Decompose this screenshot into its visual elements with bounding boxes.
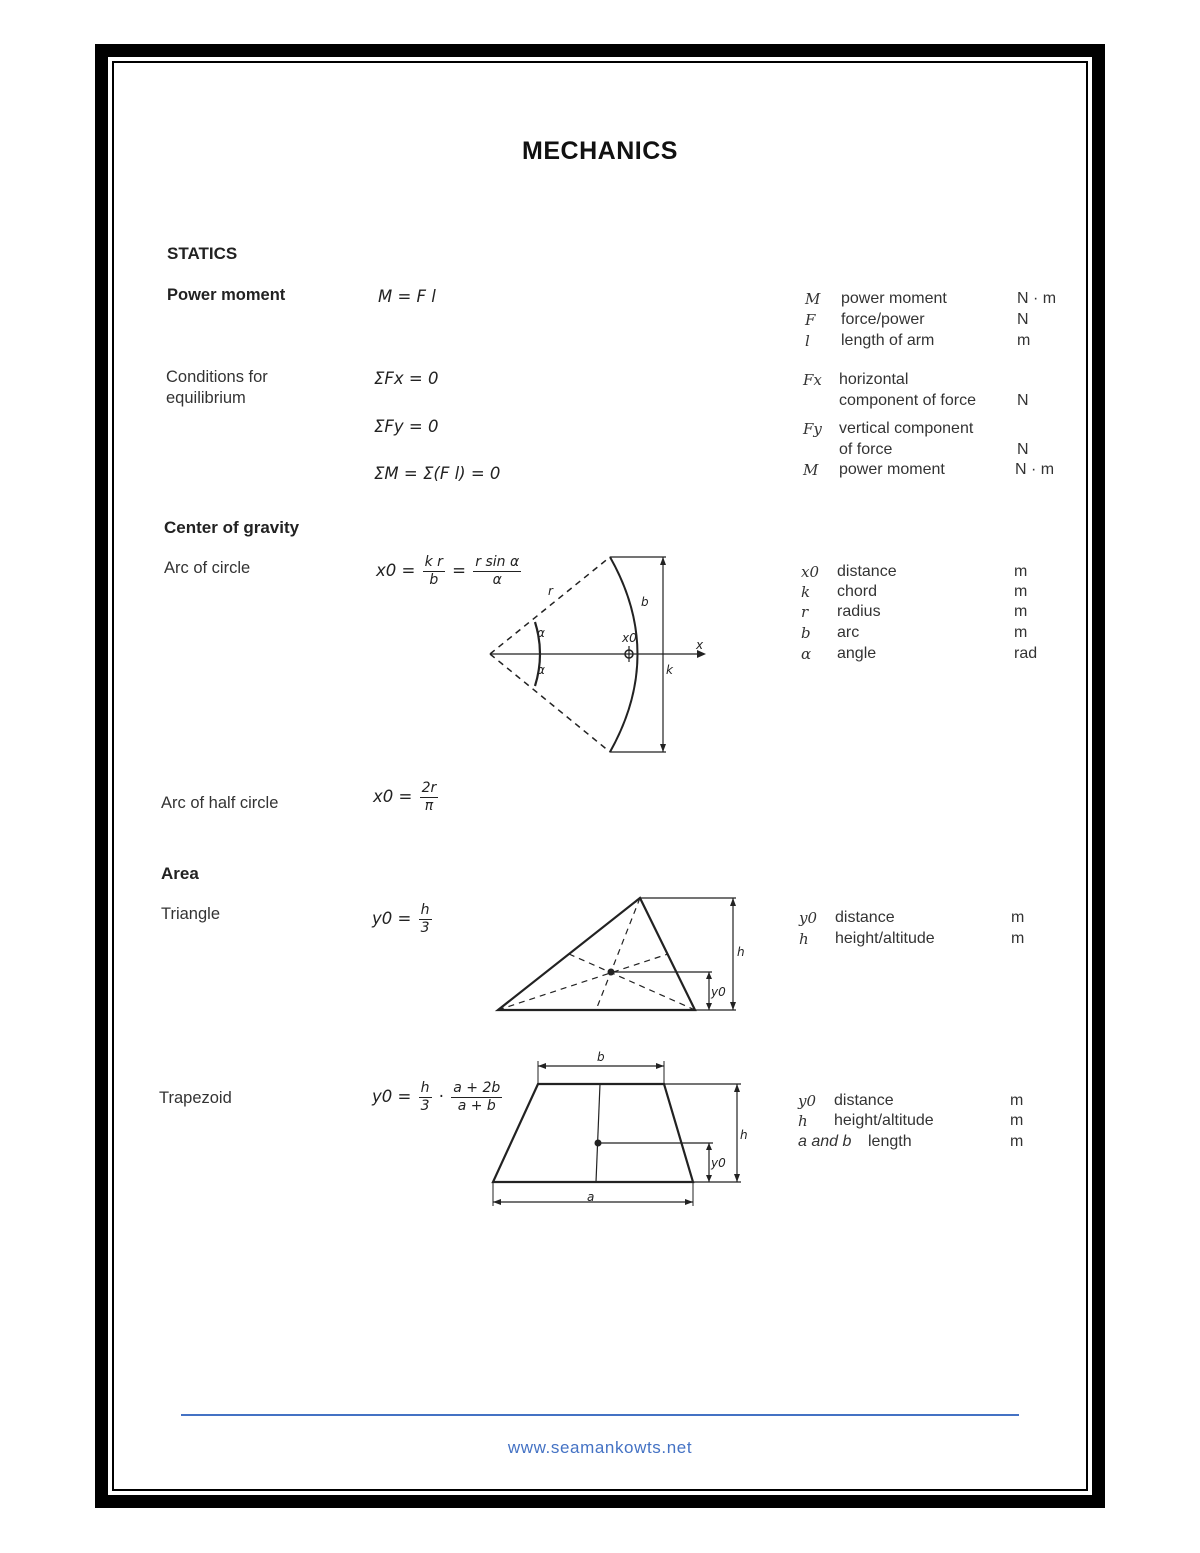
legend-unit: m bbox=[1010, 1112, 1024, 1129]
legend-symbol: r bbox=[801, 603, 809, 621]
multiply-dot: · bbox=[438, 1087, 445, 1106]
legend-unit: rad bbox=[1014, 645, 1038, 662]
legend-unit: N · m bbox=[1017, 290, 1057, 307]
label-r: r bbox=[548, 584, 553, 598]
legend-symbol: a and b bbox=[798, 1133, 852, 1150]
trapezoid-diagram bbox=[485, 1045, 755, 1215]
center-of-gravity-heading: Center of gravity bbox=[164, 518, 300, 537]
fraction-denominator: 3 bbox=[420, 920, 430, 936]
fraction-denominator: b bbox=[429, 572, 439, 588]
arc-of-circle-legend bbox=[801, 563, 1061, 668]
statics-heading: STATICS bbox=[167, 244, 238, 263]
label-x: x bbox=[696, 638, 704, 652]
legend-desc: radius bbox=[837, 603, 881, 620]
label-y0: y0 bbox=[711, 985, 726, 999]
fraction-numerator: h bbox=[419, 902, 432, 920]
area-heading: Area bbox=[161, 864, 199, 883]
fraction-numerator: a + 2b bbox=[453, 1080, 501, 1096]
arrowhead bbox=[493, 1199, 501, 1205]
legend-desc: chord bbox=[837, 583, 878, 600]
legend-desc: force/power bbox=[841, 311, 925, 328]
legend-unit: m bbox=[1010, 1133, 1024, 1150]
equilibrium-label-line1: Conditions for bbox=[166, 368, 268, 386]
legend-unit: m bbox=[1014, 603, 1028, 620]
legend-desc: height/altitude bbox=[835, 930, 935, 947]
legend-symbol: y0 bbox=[799, 909, 818, 927]
label-alpha-bottom: α bbox=[537, 663, 545, 677]
fraction-denominator: α bbox=[492, 572, 502, 588]
arrowhead bbox=[660, 557, 666, 565]
legend-unit: N · m bbox=[1015, 461, 1055, 478]
page-inner-border bbox=[112, 61, 1088, 1491]
legend-symbol: h bbox=[799, 930, 809, 948]
fraction-denominator: a + b bbox=[457, 1098, 496, 1114]
legend-unit: m bbox=[1014, 563, 1028, 580]
fraction-numerator: 2r bbox=[421, 780, 437, 796]
label-h: h bbox=[737, 945, 745, 959]
formula-lhs: y0 = bbox=[372, 1087, 412, 1106]
legend-desc: component of force bbox=[839, 392, 976, 409]
formula-lhs: x0 = bbox=[373, 787, 413, 806]
arrowhead bbox=[734, 1174, 740, 1182]
arrowhead bbox=[706, 1143, 712, 1150]
arrowhead bbox=[538, 1063, 546, 1069]
label-h: h bbox=[740, 1128, 748, 1142]
label-b: b bbox=[597, 1050, 605, 1064]
fraction-numerator: r sin α bbox=[475, 554, 520, 570]
legend-desc: distance bbox=[834, 1092, 894, 1109]
legend-symbol: y0 bbox=[798, 1092, 817, 1110]
arrowhead bbox=[706, 1175, 712, 1182]
legend-symbol: k bbox=[801, 583, 811, 601]
trapezoid-shape bbox=[493, 1084, 693, 1182]
fraction-numerator: k r bbox=[424, 554, 443, 570]
legend-unit: m bbox=[1010, 1092, 1024, 1109]
label-b: b bbox=[641, 595, 649, 609]
triangle-formula bbox=[372, 902, 434, 937]
legend-symbol: x0 bbox=[801, 563, 820, 581]
fraction bbox=[423, 554, 445, 589]
equilibrium-formula-fx: ΣFx = 0 bbox=[374, 369, 439, 388]
equals-sign: = bbox=[452, 561, 466, 580]
arrowhead bbox=[734, 1084, 740, 1092]
triangle-shape bbox=[498, 898, 695, 1010]
fraction bbox=[419, 902, 432, 937]
triangle-diagram bbox=[490, 890, 750, 1020]
footer-divider bbox=[181, 1414, 1019, 1416]
equilibrium-legend bbox=[803, 371, 1073, 486]
legend-desc: length bbox=[868, 1133, 912, 1150]
legend-unit: N bbox=[1017, 311, 1029, 328]
fraction bbox=[419, 1080, 432, 1115]
legend-desc: power moment bbox=[839, 461, 945, 478]
power-moment-formula: M = F l bbox=[378, 287, 436, 306]
legend-desc: arc bbox=[837, 624, 860, 641]
power-moment-legend bbox=[805, 290, 1075, 356]
legend-unit: m bbox=[1011, 909, 1025, 926]
legend-symbol: Fx bbox=[803, 371, 822, 389]
legend-desc: angle bbox=[837, 645, 877, 662]
arc-of-half-circle-formula bbox=[373, 780, 440, 815]
legend-desc: distance bbox=[837, 563, 897, 580]
legend-symbol: M bbox=[803, 461, 819, 479]
label-x0: x0 bbox=[622, 631, 637, 645]
equilibrium-formula-moment: ΣM = Σ(F l) = 0 bbox=[374, 464, 501, 483]
legend-unit: m bbox=[1017, 332, 1031, 349]
arrowhead bbox=[685, 1199, 693, 1205]
radius-line-bottom bbox=[490, 654, 610, 752]
arrowhead bbox=[656, 1063, 664, 1069]
arrowhead bbox=[730, 1002, 736, 1010]
fraction bbox=[420, 780, 439, 815]
median-line bbox=[569, 954, 695, 1010]
triangle-legend bbox=[799, 909, 1059, 953]
arrowhead bbox=[730, 898, 736, 906]
legend-unit: m bbox=[1014, 624, 1028, 641]
arc-of-circle-diagram bbox=[480, 550, 720, 760]
equilibrium-label bbox=[166, 367, 268, 409]
page-title: MECHANICS bbox=[522, 137, 678, 165]
arrowhead bbox=[660, 744, 666, 752]
label-alpha-top: α bbox=[537, 626, 545, 640]
triangle-label: Triangle bbox=[161, 905, 220, 923]
fraction-denominator: 3 bbox=[420, 1098, 430, 1114]
formula-lhs: x0 = bbox=[376, 561, 416, 580]
legend-unit: N bbox=[1017, 441, 1029, 458]
legend-symbol: F bbox=[805, 311, 816, 329]
arc-of-circle-label: Arc of circle bbox=[164, 559, 251, 577]
legend-symbol: l bbox=[805, 332, 810, 350]
legend-desc: vertical component bbox=[839, 420, 974, 437]
legend-symbol: α bbox=[801, 645, 812, 663]
median-line bbox=[498, 954, 668, 1010]
legend-desc: power moment bbox=[841, 290, 947, 307]
legend-desc: distance bbox=[835, 909, 895, 926]
legend-desc: height/altitude bbox=[834, 1112, 934, 1129]
arc-of-half-circle-label: Arc of half circle bbox=[161, 794, 279, 812]
equilibrium-formula-fy: ΣFy = 0 bbox=[374, 417, 439, 436]
trapezoid-label: Trapezoid bbox=[159, 1089, 232, 1107]
arrowhead bbox=[706, 1003, 712, 1010]
radius-line-top bbox=[490, 557, 610, 654]
formula-lhs: y0 = bbox=[372, 909, 412, 928]
legend-symbol: M bbox=[805, 290, 821, 308]
median-line bbox=[596, 1084, 600, 1182]
fraction-denominator: π bbox=[424, 798, 434, 814]
arrowhead bbox=[706, 972, 712, 979]
footer-website-link[interactable]: www.seamankowts.net bbox=[507, 1438, 693, 1457]
label-y0: y0 bbox=[711, 1156, 726, 1170]
label-k: k bbox=[666, 663, 673, 677]
legend-unit: m bbox=[1011, 930, 1025, 947]
label-a: a bbox=[587, 1190, 595, 1204]
legend-symbol: b bbox=[801, 624, 811, 642]
legend-unit: N bbox=[1017, 392, 1029, 409]
legend-desc: of force bbox=[839, 441, 893, 458]
legend-symbol: Fy bbox=[803, 420, 822, 438]
legend-symbol: h bbox=[798, 1112, 808, 1130]
legend-desc: length of arm bbox=[841, 332, 935, 349]
trapezoid-legend bbox=[798, 1092, 1058, 1156]
fraction-numerator: h bbox=[419, 1080, 432, 1098]
power-moment-label: Power moment bbox=[167, 286, 286, 304]
equilibrium-label-line2: equilibrium bbox=[166, 389, 246, 407]
legend-unit: m bbox=[1014, 583, 1028, 600]
legend-desc: horizontal bbox=[839, 371, 909, 388]
